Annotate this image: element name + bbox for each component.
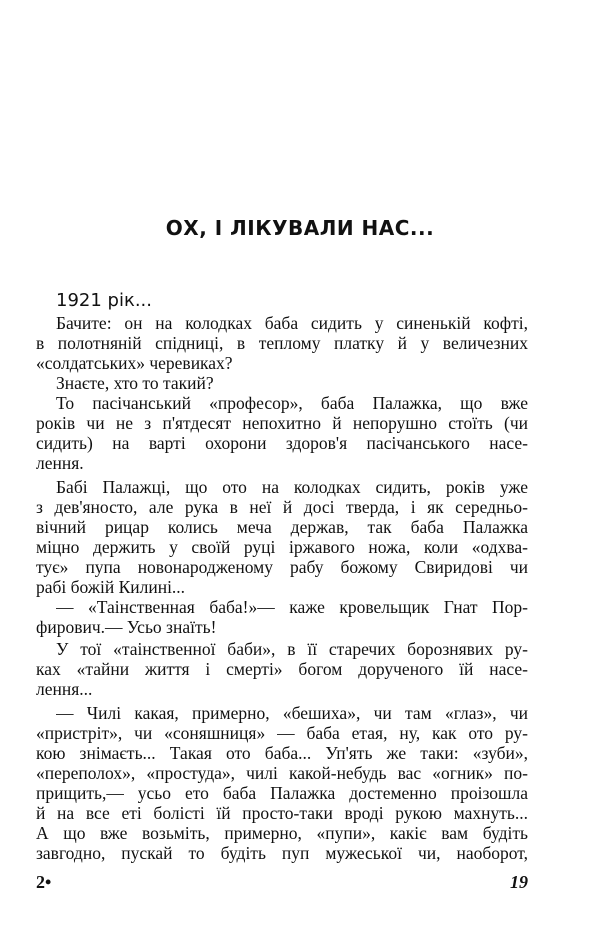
text-line: з дев'яносто, але рука в неї й досі тверда, і як середньо- [36, 497, 528, 517]
text-line: То пасічанський «професор», баба Палажка, що вже [56, 393, 528, 413]
text-line: — «Таінственная баба!»— каже кровельщик Гнат Пор- [56, 597, 528, 617]
text-line: «пристріт», чи «соняшниця» — баба етая, ну, как ото ру- [36, 723, 528, 743]
text-line: завгодно, пускай то будіть пуп мужеської чи, наоборот, [36, 843, 528, 863]
text-line: ках «тайни життя і смерті» богом дорученого їй насе- [36, 659, 528, 679]
text-line: А що вже возьміть, примерно, «пупи», какіє вам будіть [36, 823, 528, 843]
text-line: міцно держить у своїй руці іржавого ножа, коли «одхва- [36, 537, 528, 557]
text-line: Знаєте, хто то такий? [56, 373, 214, 393]
year-heading: 1921 рік... [56, 290, 152, 311]
text-line: — Чилі какая, примерно, «бешиха», чи там «глаз», чи [56, 703, 528, 723]
text-line: лення. [36, 453, 84, 473]
text-line: Бабі Палажці, що ото на колодках сидить, років уже [56, 477, 528, 497]
text-line: кою знімаєть... Такая ото баба... Уп'ять же таки: «зуби», [36, 743, 528, 763]
text-line: в полотняній спідниці, в теплому платку й у величезних [36, 333, 528, 353]
chapter-title: ОХ, І ЛІКУВАЛИ НАС... [165, 216, 435, 240]
text-line: рабі божій Килині... [36, 577, 186, 597]
text-line: «переполох», «простуда», чилі какой-небудь вас «огник» по- [36, 763, 528, 783]
signature-mark: 2• [36, 872, 52, 892]
text-line: тує» пупа новонародженому рабу божому Свиридові чи [36, 557, 528, 577]
text-line: лення... [36, 679, 93, 699]
text-line: прищить,— усьо ето баба Палажка достеменно проізошла [36, 783, 528, 803]
text-line: У тої «таінственної баби», в її старечих борознявих ру- [56, 639, 528, 659]
text-line: років чи не з п'ятдесят непохитно й непорушно стоїть (чи [36, 413, 528, 433]
text-line: «солдатських» черевиках? [36, 353, 233, 373]
text-line: Бачите: он на колодках баба сидить у синенькій кофті, [56, 313, 528, 333]
page-number: 19 [510, 872, 528, 892]
text-line: фирович.— Усьо знаїть! [36, 617, 217, 637]
text-line: й на все еті болісті їй просто-таки вроді рукою махнуть... [36, 803, 528, 823]
text-line: сидить) на варті охорони здоров'я пасічанського насе- [36, 433, 528, 453]
text-line: вічний рицар колись меча держав, так баба Палажка [36, 517, 528, 537]
